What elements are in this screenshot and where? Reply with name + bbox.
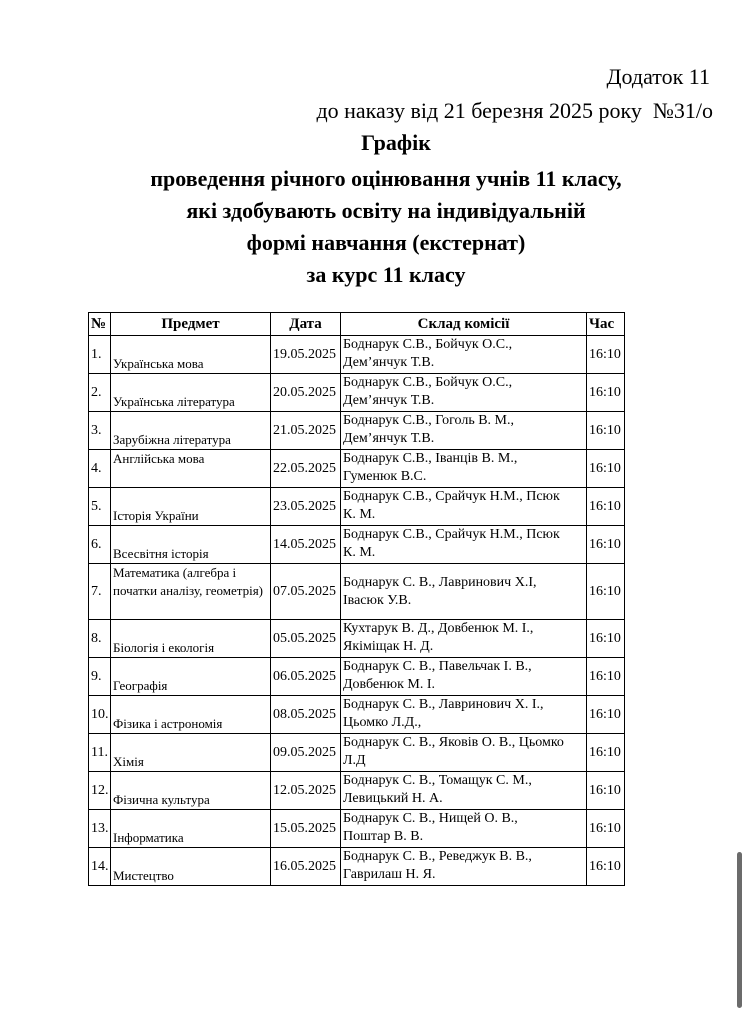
commission-cell — [341, 488, 587, 526]
table-row — [89, 488, 625, 526]
subject-cell: Фізична культура — [111, 772, 271, 810]
commission-cell — [341, 848, 587, 886]
row-number: 14. — [89, 848, 111, 886]
commission-cell — [341, 734, 587, 772]
date-cell: 06.05.2025 — [271, 658, 341, 696]
commission-line-2: К. М. — [343, 545, 376, 560]
commission-line-2: Левицький Н. А. — [343, 791, 443, 806]
commission-cell — [341, 658, 587, 696]
time-cell: 16:10 — [587, 526, 625, 564]
commission-line-1: Боднарук С. В., Нищей О. В., — [343, 811, 518, 826]
subject-cell: Всесвітня історія — [111, 526, 271, 564]
subject-cell: Географія — [111, 658, 271, 696]
table-row — [89, 336, 625, 374]
date-cell: 09.05.2025 — [271, 734, 341, 772]
table-row — [89, 526, 625, 564]
row-number: 9. — [89, 658, 111, 696]
commission-line-1: Боднарук С. В., Томащук С. М., — [343, 773, 532, 788]
subject-cell: Хімія — [111, 734, 271, 772]
time-cell: 16:10 — [587, 734, 625, 772]
commission-line-2: К. М. — [343, 507, 376, 522]
subject-cell: Фізика і астрономія — [111, 696, 271, 734]
table-row — [89, 658, 625, 696]
subject-cell: Історія України — [111, 488, 271, 526]
time-cell: 16:10 — [587, 848, 625, 886]
column-header-subject: Предмет — [111, 313, 271, 336]
commission-line-1: Боднарук С.В., Іванців В. М., — [343, 451, 518, 466]
column-header-number: № — [89, 313, 111, 336]
row-number: 10. — [89, 696, 111, 734]
time-cell: 16:10 — [587, 336, 625, 374]
title-line-5: за курс 11 класу — [306, 262, 466, 287]
date-cell: 15.05.2025 — [271, 810, 341, 848]
title-line-2: проведення річного оцінювання учнів 11 класу, — [150, 166, 622, 191]
commission-line-2: Поштар В. В. — [343, 829, 424, 844]
commission-line-1: Боднарук С. В., Яковів О. В., Цьомко — [343, 735, 564, 750]
date-cell: 22.05.2025 — [271, 450, 341, 488]
commission-cell — [341, 450, 587, 488]
commission-line-2: Л.Д — [343, 753, 366, 768]
date-cell: 07.05.2025 — [271, 564, 341, 620]
date-cell: 19.05.2025 — [271, 336, 341, 374]
time-cell: 16:10 — [587, 810, 625, 848]
subject-cell: Зарубіжна література — [111, 412, 271, 450]
time-cell: 16:10 — [587, 564, 625, 620]
date-cell: 08.05.2025 — [271, 696, 341, 734]
commission-cell — [341, 620, 587, 658]
commission-line-1: Боднарук С. В., Реведжук В. В., — [343, 849, 532, 864]
appendix-label: Додаток 11 — [606, 64, 710, 89]
commission-line-1: Кухтарук В. Д., Довбенюк М. І., — [343, 621, 534, 636]
table-row — [89, 810, 625, 848]
table-row — [89, 412, 625, 450]
commission-cell — [341, 696, 587, 734]
scrollbar-thumb[interactable] — [737, 852, 742, 1008]
row-number: 3. — [89, 412, 111, 450]
date-cell: 20.05.2025 — [271, 374, 341, 412]
title-line-3: які здобувають освіту на індивідуальній — [186, 198, 586, 223]
time-cell: 16:10 — [587, 412, 625, 450]
order-reference: до наказу від 21 березня 2025 року №31/о — [316, 98, 713, 123]
commission-line-1: Боднарук С. В., Павельчак І. В., — [343, 659, 532, 674]
commission-line-1: Боднарук С. В., Лавринович Х. І., — [343, 697, 544, 712]
commission-cell — [341, 772, 587, 810]
row-number: 11. — [89, 734, 111, 772]
commission-line-2: Цьомко Л.Д., — [343, 715, 422, 730]
table-row — [89, 772, 625, 810]
row-number: 6. — [89, 526, 111, 564]
row-number: 2. — [89, 374, 111, 412]
date-cell: 05.05.2025 — [271, 620, 341, 658]
time-cell: 16:10 — [587, 772, 625, 810]
commission-cell — [341, 336, 587, 374]
commission-line-1: Боднарук С.В., Срайчук Н.М., Псюк — [343, 489, 560, 504]
column-header-commission: Склад комісії — [341, 313, 587, 336]
time-cell: 16:10 — [587, 620, 625, 658]
table-header-row — [89, 313, 625, 336]
commission-line-2: Івасюк У.В. — [343, 592, 412, 608]
date-cell: 12.05.2025 — [271, 772, 341, 810]
commission-cell — [341, 374, 587, 412]
table-row — [89, 450, 625, 488]
time-cell: 16:10 — [587, 658, 625, 696]
time-cell: 16:10 — [587, 374, 625, 412]
commission-line-1: Боднарук С. В., Лавринович Х.І, — [343, 574, 537, 590]
document-title: Графік — [361, 130, 431, 155]
commission-line-2: Гаврилаш Н. Я. — [343, 867, 436, 882]
row-number: 12. — [89, 772, 111, 810]
commission-cell — [341, 810, 587, 848]
time-cell: 16:10 — [587, 450, 625, 488]
table-row — [89, 848, 625, 886]
commission-cell — [341, 526, 587, 564]
table-row — [89, 696, 625, 734]
time-cell: 16:10 — [587, 696, 625, 734]
subject-cell: Математика (алгебра і початки аналізу, геометрія) — [111, 564, 271, 620]
exam-schedule-table — [88, 312, 625, 886]
row-number: 8. — [89, 620, 111, 658]
table-row — [89, 620, 625, 658]
commission-line-2: Дем’янчук Т.В. — [343, 355, 435, 370]
subject-cell: Українська мова — [111, 336, 271, 374]
row-number: 13. — [89, 810, 111, 848]
row-number: 7. — [89, 564, 111, 620]
commission-line-1: Боднарук С.В., Гоголь В. М., — [343, 413, 514, 428]
commission-line-2: Якіміщак Н. Д. — [343, 639, 434, 654]
subject-cell: Українська література — [111, 374, 271, 412]
row-number: 5. — [89, 488, 111, 526]
subject-cell: Англійська мова — [111, 450, 271, 488]
date-cell: 14.05.2025 — [271, 526, 341, 564]
commission-line-2: Дем’янчук Т.В. — [343, 393, 435, 408]
table-row — [89, 734, 625, 772]
commission-line-2: Дем’янчук Т.В. — [343, 431, 435, 446]
subject-cell: Біологія і екологія — [111, 620, 271, 658]
subject-cell: Мистецтво — [111, 848, 271, 886]
date-cell: 23.05.2025 — [271, 488, 341, 526]
commission-line-1: Боднарук С.В., Срайчук Н.М., Псюк — [343, 527, 560, 542]
commission-line-2: Довбенюк М. І. — [343, 677, 435, 692]
column-header-time: Час — [587, 313, 625, 336]
commission-line-2: Гуменюк В.С. — [343, 469, 427, 484]
column-header-date: Дата — [271, 313, 341, 336]
time-cell: 16:10 — [587, 488, 625, 526]
commission-line-1: Боднарук С.В., Бойчук О.С., — [343, 375, 513, 390]
commission-cell — [341, 564, 587, 620]
row-number: 1. — [89, 336, 111, 374]
table-row — [89, 374, 625, 412]
commission-cell — [341, 412, 587, 450]
date-cell: 16.05.2025 — [271, 848, 341, 886]
subject-cell: Інформатика — [111, 810, 271, 848]
table-row — [89, 564, 625, 620]
row-number: 4. — [89, 450, 111, 488]
commission-line-1: Боднарук С.В., Бойчук О.С., — [343, 337, 513, 352]
title-line-4: формі навчання (екстернат) — [246, 230, 526, 255]
date-cell: 21.05.2025 — [271, 412, 341, 450]
